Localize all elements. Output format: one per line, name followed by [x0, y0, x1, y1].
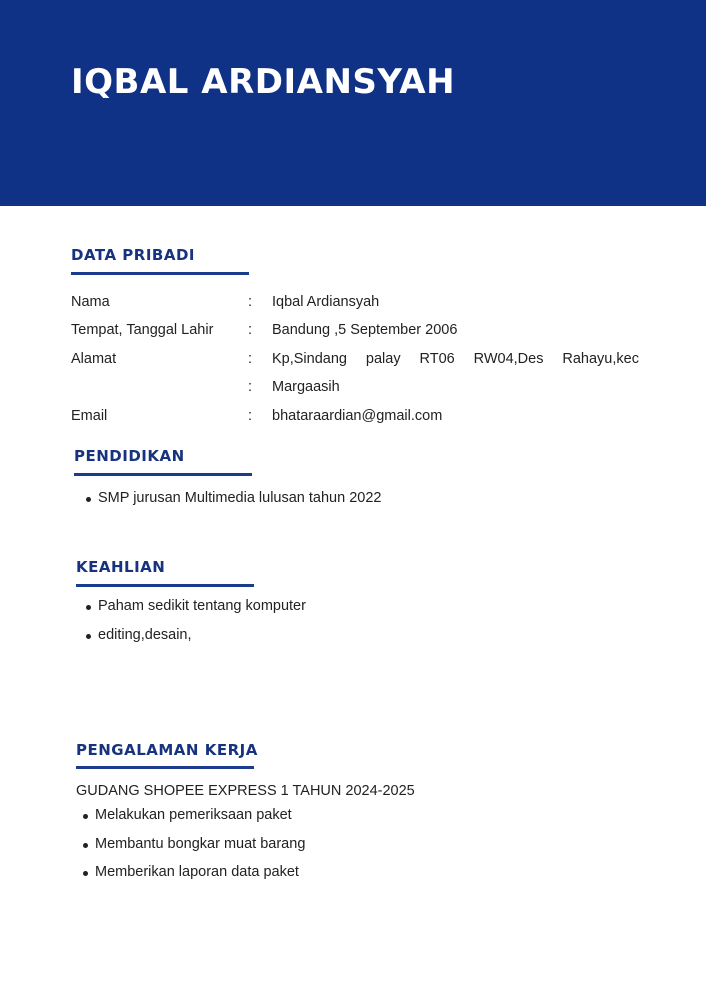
list-item: Paham sedikit tentang komputer — [98, 598, 306, 614]
section-rule — [76, 766, 254, 769]
value-nama: Iqbal Ardiansyah — [272, 294, 380, 310]
section-rule — [71, 272, 249, 275]
candidate-name: IQBAL ARDIANSYAH — [71, 62, 456, 102]
bullet-icon — [83, 814, 88, 819]
section-title-pendidikan: PENDIDIKAN — [74, 447, 185, 465]
alamat-word: RW04,Des — [473, 351, 544, 367]
bullet-icon — [86, 497, 91, 502]
header-banner — [0, 0, 706, 206]
label-nama: Nama — [71, 294, 110, 310]
separator: : — [248, 351, 253, 367]
bullet-icon — [86, 605, 91, 610]
label-alamat: Alamat — [71, 351, 117, 367]
alamat-word: RT06 — [419, 351, 455, 367]
alamat-word: Kp,Sindang — [272, 351, 347, 367]
list-item: Memberikan laporan data paket — [95, 864, 299, 880]
separator: : — [248, 379, 253, 395]
section-title-pengalaman: PENGALAMAN KERJA — [76, 741, 258, 759]
bullet-icon — [83, 871, 88, 876]
bullet-icon — [86, 634, 91, 639]
alamat-word: palay — [365, 351, 401, 367]
list-item: Melakukan pemeriksaan paket — [95, 807, 292, 823]
separator: : — [248, 408, 253, 424]
value-email: bhataraardian@gmail.com — [272, 408, 443, 424]
section-rule — [74, 473, 252, 476]
section-title-keahlian: KEAHLIAN — [76, 558, 166, 576]
separator: : — [248, 294, 253, 310]
section-title-data-pribadi: DATA PRIBADI — [71, 246, 195, 264]
company-line: GUDANG SHOPEE EXPRESS 1 TAHUN 2024-2025 — [76, 783, 415, 799]
section-rule — [76, 584, 254, 587]
value-alamat-line2: Margaasih — [272, 379, 340, 395]
list-item: SMP jurusan Multimedia lulusan tahun 2022 — [98, 490, 382, 506]
value-ttl: Bandung ,5 September 2006 — [272, 322, 458, 338]
label-ttl: Tempat, Tanggal Lahir — [71, 322, 214, 338]
alamat-word: Rahayu,kec — [562, 351, 639, 367]
list-item: Membantu bongkar muat barang — [95, 836, 306, 852]
value-alamat-line1 — [272, 351, 639, 367]
label-email: Email — [71, 408, 108, 424]
bullet-icon — [83, 843, 88, 848]
separator: : — [248, 322, 253, 338]
list-item: editing,desain, — [98, 627, 192, 643]
